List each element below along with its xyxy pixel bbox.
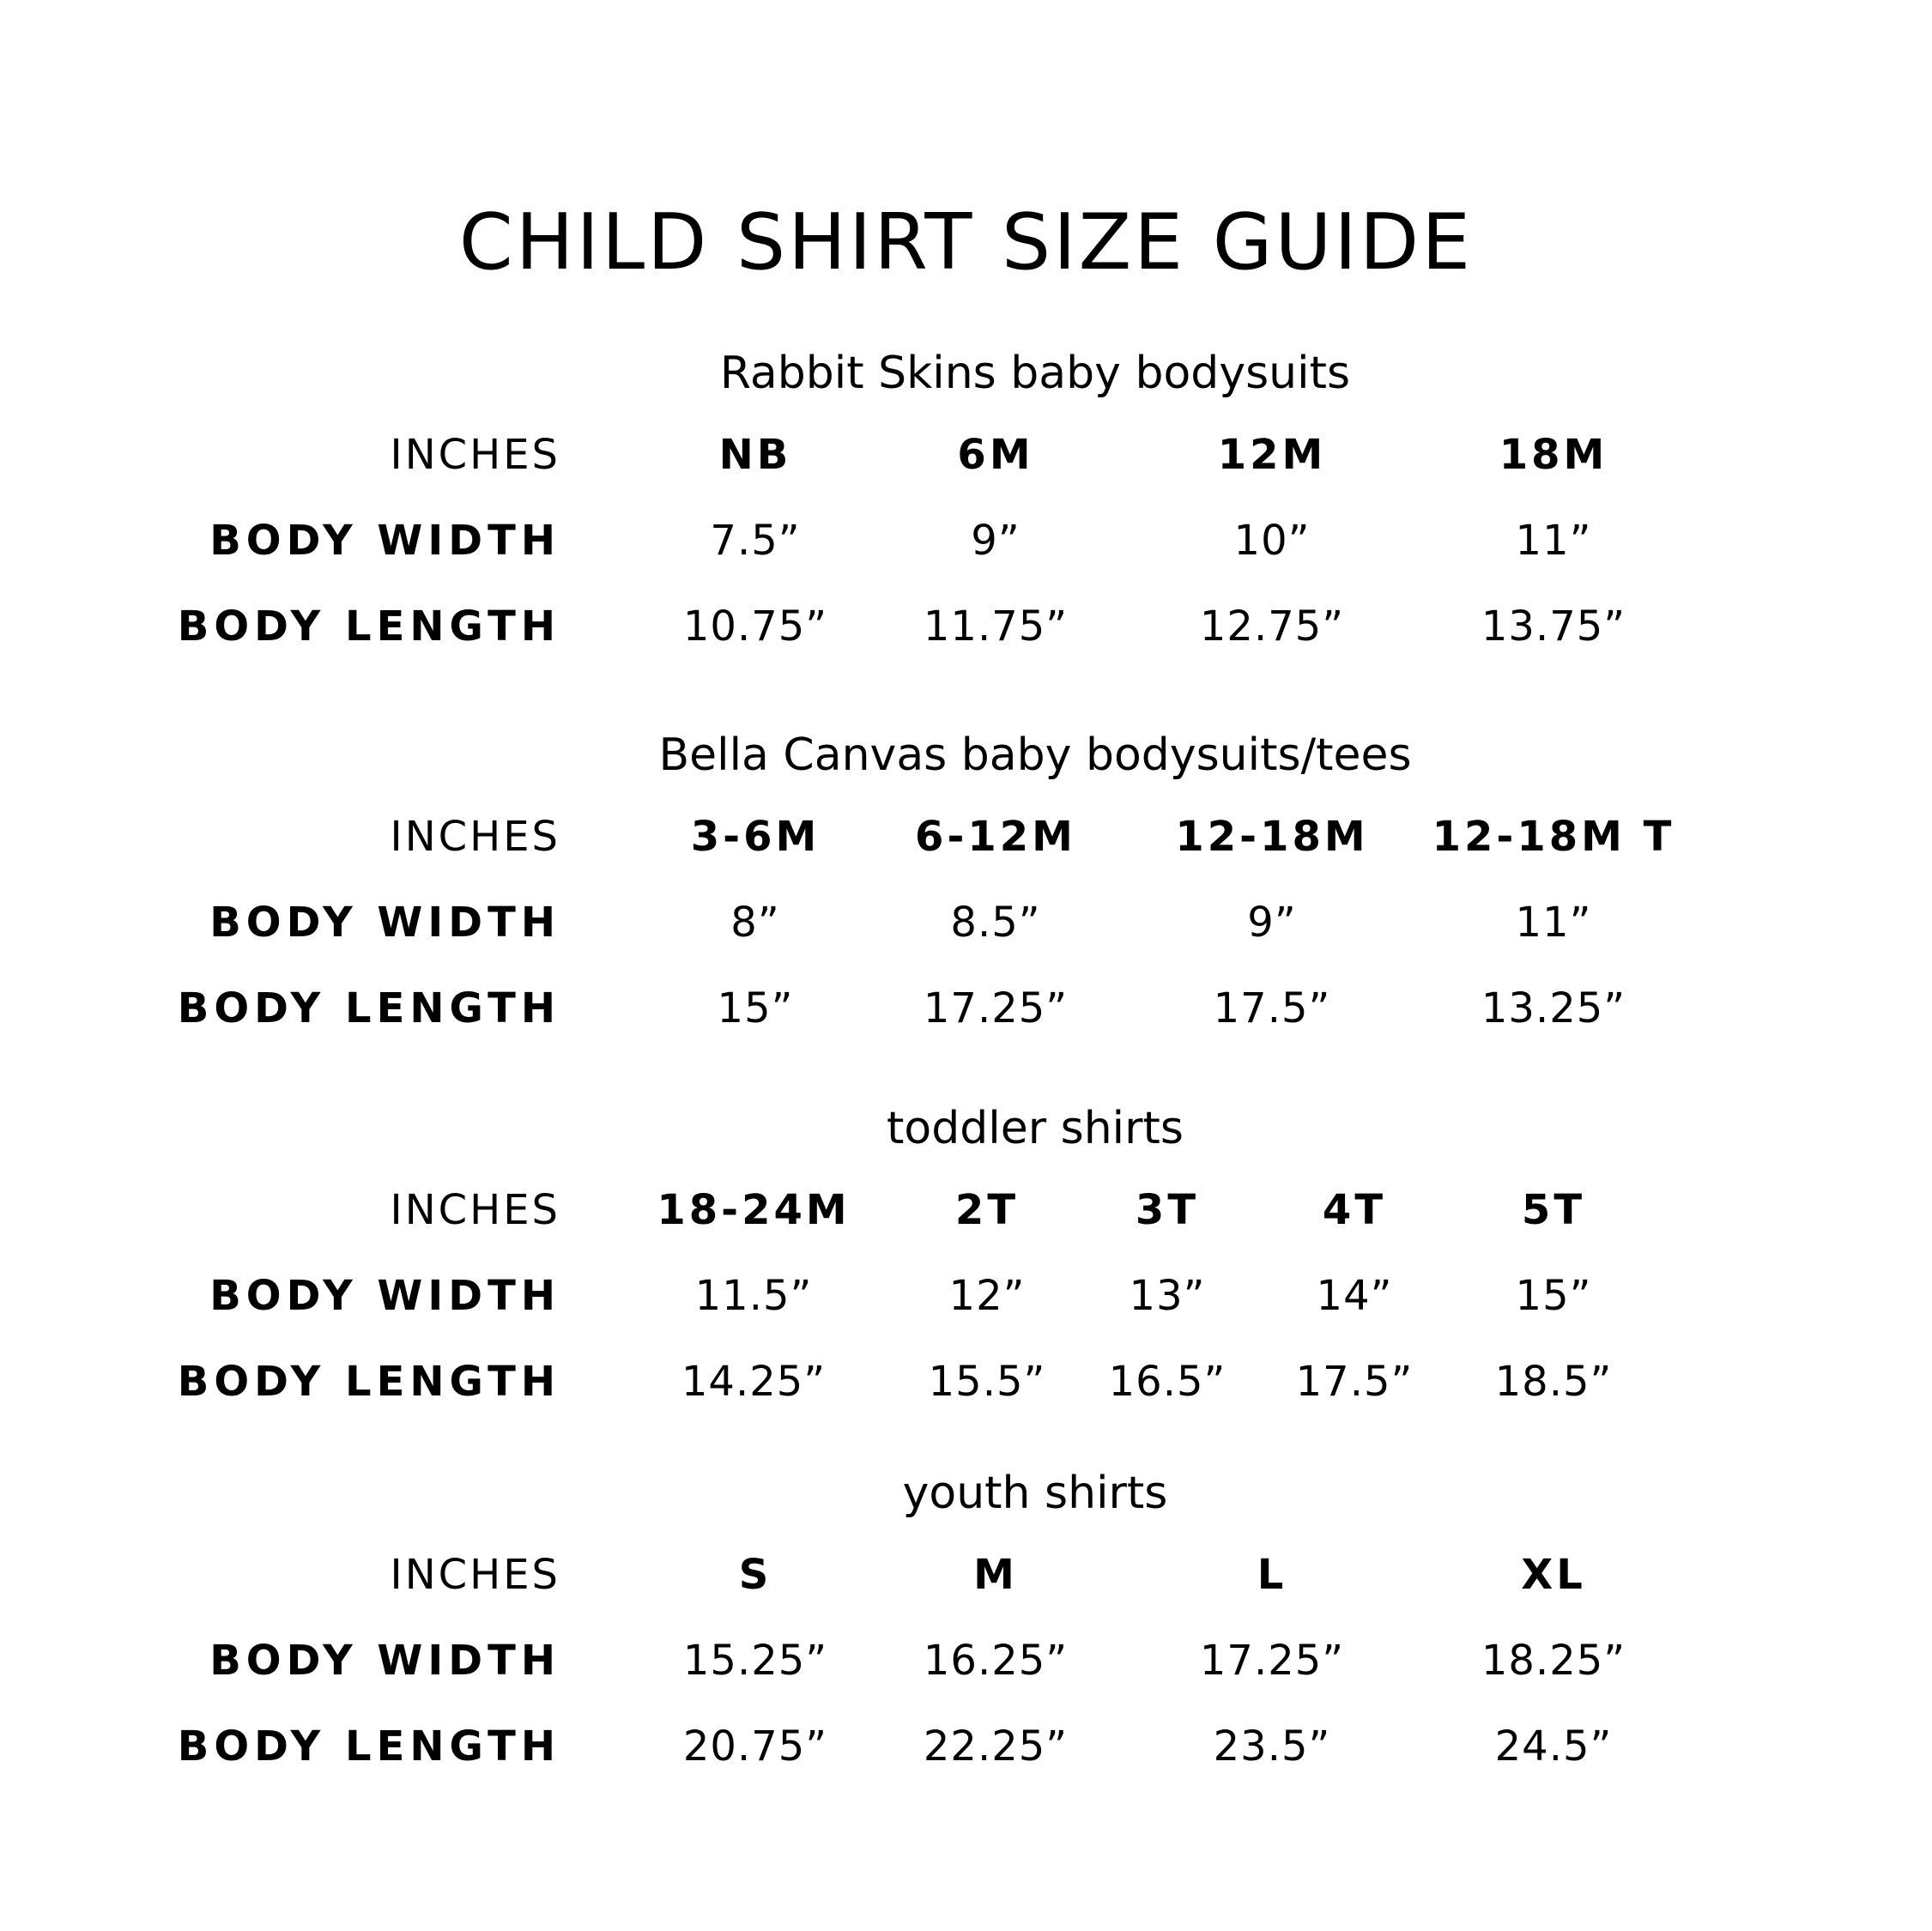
section-heading: Rabbit Skins baby bodysuits (719, 348, 1351, 399)
measurement-value: 12” (948, 1272, 1026, 1320)
measurement-value: 20.75” (682, 1722, 828, 1771)
page-title: CHILD SHIRT SIZE GUIDE (458, 197, 1474, 288)
measurement-value: 13.25” (1481, 984, 1626, 1032)
row-label: BODY LENGTH (177, 984, 560, 1032)
measurement-value: 17.5” (1295, 1358, 1414, 1406)
section-heading: Bella Canvas baby bodysuits/tees (658, 729, 1412, 781)
measurement-value: 16.5” (1108, 1358, 1226, 1406)
row-label: BODY WIDTH (209, 1637, 560, 1685)
size-column-header: 4T (1322, 1186, 1387, 1234)
measurement-row (0, 1266, 1932, 1326)
row-label: BODY LENGTH (177, 602, 560, 651)
measurement-value: 9” (1247, 899, 1297, 947)
measurement-row (0, 1716, 1932, 1777)
measurement-value: 11.75” (923, 602, 1069, 651)
measurement-value: 13.75” (1481, 602, 1626, 651)
measurement-value: 14.25” (681, 1358, 827, 1406)
measurement-value: 15.5” (928, 1358, 1046, 1406)
size-column-header: XL (1521, 1551, 1586, 1599)
row-label: BODY WIDTH (209, 899, 560, 947)
measurement-value: 15” (717, 984, 794, 1032)
measurement-value: 10” (1233, 517, 1311, 565)
measurement-value: 11” (1515, 899, 1592, 947)
measurement-value: 17.25” (923, 984, 1069, 1032)
row-label: INCHES (390, 813, 560, 861)
size-column-header: L (1257, 1551, 1287, 1599)
measurement-row (0, 1352, 1932, 1412)
measurement-value: 11.5” (694, 1272, 813, 1320)
size-header-row (0, 1180, 1932, 1240)
measurement-value: 18.25” (1481, 1637, 1626, 1685)
measurement-value: 13” (1129, 1272, 1206, 1320)
size-column-header: 3T (1135, 1186, 1200, 1234)
measurement-value: 16.25” (923, 1637, 1069, 1685)
size-column-header: 12-18M (1175, 813, 1369, 861)
measurement-value: 18.5” (1494, 1358, 1613, 1406)
measurement-value: 7.5” (710, 517, 801, 565)
size-column-header: S (738, 1551, 772, 1599)
row-label: BODY WIDTH (209, 517, 560, 565)
measurement-value: 14” (1316, 1272, 1393, 1320)
size-column-header: 12-18M T (1432, 813, 1675, 861)
measurement-value: 8” (730, 899, 780, 947)
size-column-header: 5T (1521, 1186, 1586, 1234)
measurement-row (0, 1631, 1932, 1691)
measurement-value: 15” (1515, 1272, 1592, 1320)
size-column-header: 6-12M (915, 813, 1076, 861)
size-column-header: NB (718, 431, 792, 479)
size-column-header: 18-24M (657, 1186, 851, 1234)
measurement-row (0, 978, 1932, 1038)
row-label: BODY LENGTH (177, 1358, 560, 1406)
measurement-value: 10.75” (682, 602, 828, 651)
size-column-header: M (973, 1551, 1018, 1599)
size-header-row (0, 807, 1932, 867)
measurement-value: 11” (1515, 517, 1592, 565)
size-column-header: 12M (1217, 431, 1327, 479)
measurement-value: 15.25” (682, 1637, 828, 1685)
measurement-row (0, 893, 1932, 953)
size-column-header: 3-6M (690, 813, 821, 861)
row-label: INCHES (390, 1186, 560, 1234)
row-label: INCHES (390, 1551, 560, 1599)
measurement-value: 23.5” (1213, 1722, 1331, 1771)
row-label: BODY WIDTH (209, 1272, 560, 1320)
measurement-row (0, 511, 1932, 571)
measurement-value: 8.5” (950, 899, 1041, 947)
measurement-value: 17.25” (1199, 1637, 1345, 1685)
measurement-value: 12.75” (1199, 602, 1345, 651)
size-header-row (0, 1545, 1932, 1605)
section-heading: toddler shirts (887, 1103, 1184, 1154)
measurement-value: 24.5” (1494, 1722, 1613, 1771)
section-heading: youth shirts (902, 1468, 1168, 1519)
measurement-value: 17.5” (1213, 984, 1331, 1032)
size-column-header: 18M (1499, 431, 1608, 479)
row-label: BODY LENGTH (177, 1722, 560, 1771)
measurement-value: 9” (971, 517, 1021, 565)
size-column-header: 6M (957, 431, 1034, 479)
size-column-header: 2T (954, 1186, 1020, 1234)
size-header-row (0, 425, 1932, 485)
measurement-value: 22.25” (923, 1722, 1069, 1771)
row-label: INCHES (390, 431, 560, 479)
measurement-row (0, 596, 1932, 657)
